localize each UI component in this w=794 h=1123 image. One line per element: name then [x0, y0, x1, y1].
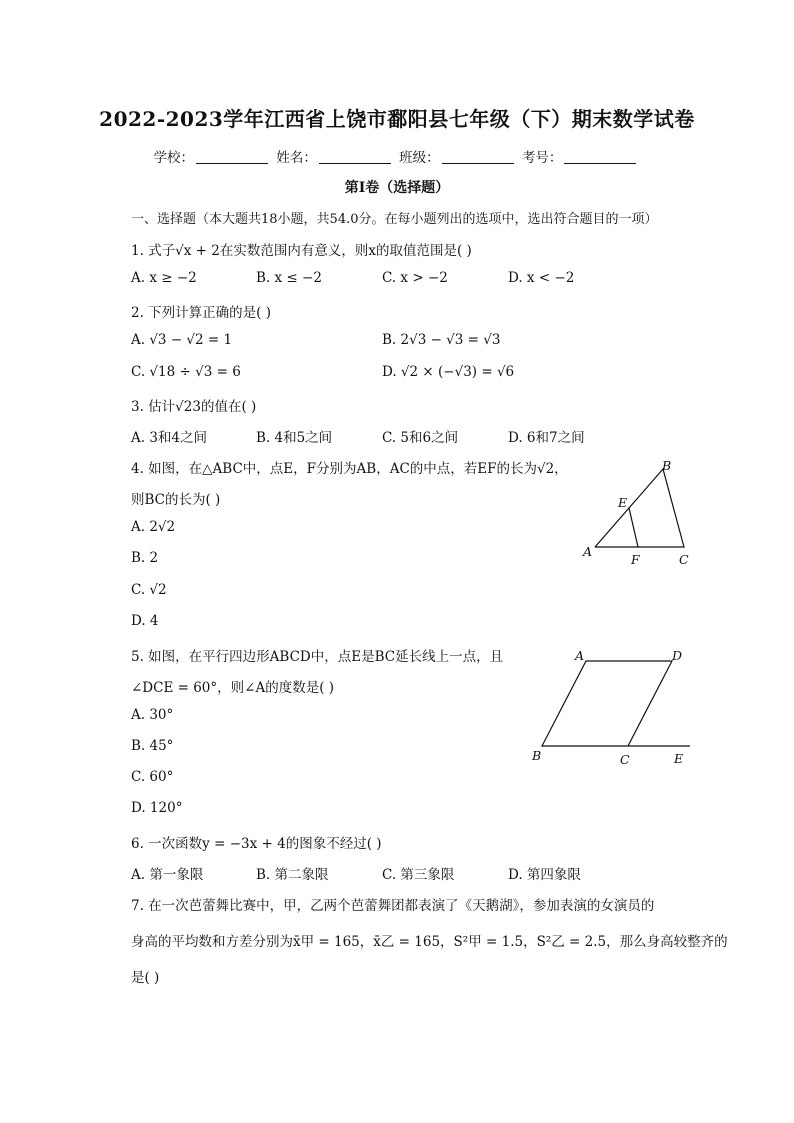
page-title: 2022-2023学年江西省上饶市鄱阳县七年级（下）期末数学试卷 [99, 107, 695, 131]
label-c: C [679, 552, 689, 567]
label-c: C [620, 752, 630, 767]
q1-option-c: C. x > −2 [382, 270, 448, 286]
label-d: D [672, 648, 683, 663]
question-5-stem-line2: ∠DCE = 60°，则∠A的度数是( ) [131, 680, 335, 696]
question-7-stem-line3: 是( ) [131, 970, 160, 986]
label-a: A [575, 648, 585, 663]
class-label: 班级： [399, 150, 440, 166]
parallelogram-abcd [542, 661, 672, 746]
question-1-stem: 1. 式子√x + 2在实数范围内有意义，则x的取值范围是( ) [131, 243, 472, 259]
question-3-stem: 3. 估计√23的值在( ) [131, 399, 257, 415]
exam-no-label: 考号： [521, 150, 563, 166]
q2-option-c: C. √18 ÷ √3 = 6 [131, 364, 241, 380]
q1-option-d: D. x < −2 [508, 270, 575, 286]
section-title: 一、选择题（本大题共18小题，共54.0分。在每小题列出的选项中，选出符合题目的一项） [131, 212, 658, 227]
question-4-stem: 4. 如图，在△ABC中，点E，F分别为AB，AC的中点，若EF的长为√2， [131, 461, 568, 477]
class-blank[interactable] [442, 150, 514, 164]
question-6-stem: 6. 一次函数y = −3x + 4的图象不经过( ) [131, 836, 382, 852]
label-b: B [532, 748, 542, 763]
q4-option-d: D. 4 [131, 613, 159, 629]
name-label: 姓名： [276, 150, 317, 166]
q2-option-d: D. √2 × (−√3) = √6 [382, 364, 515, 380]
school-blank[interactable] [196, 150, 268, 164]
q2-option-a: A. √3 − √2 = 1 [131, 332, 233, 348]
triangle-abc-figure [575, 455, 700, 575]
q6-option-d: D. 第四象限 [508, 867, 581, 883]
parallelogram-abcd-figure [525, 642, 700, 772]
question-7-stem-line2: 身高的平均数和方差分别为x̄甲 = 165，x̄乙 = 165，S²甲 = 1.5，S²乙 = 2.5，那么身高较整齐的 [131, 934, 728, 950]
q3-option-d: D. 6和7之间 [508, 430, 585, 446]
name-blank[interactable] [319, 150, 391, 164]
label-e: E [618, 495, 628, 510]
label-e: E [674, 751, 684, 766]
q5-option-a: A. 30° [131, 707, 174, 723]
exam-no-blank[interactable] [564, 150, 636, 164]
q3-option-c: C. 5和6之间 [382, 430, 459, 446]
q3-option-b: B. 4和5之间 [256, 430, 333, 446]
segment-ef [629, 508, 638, 547]
question-5-stem: 5. 如图，在平行四边形ABCD中，点E是BC延长线上一点，且 [131, 649, 504, 665]
q6-option-c: C. 第三象限 [382, 867, 455, 883]
question-4-stem-line2: 则BC的长为( ) [131, 492, 221, 508]
q4-option-c: C. √2 [131, 582, 167, 598]
school-label: 学校： [153, 150, 195, 166]
q5-option-d: D. 120° [131, 800, 183, 816]
q4-option-b: B. 2 [131, 550, 159, 566]
q4-option-a: A. 2√2 [131, 519, 176, 535]
q6-option-a: A. 第一象限 [131, 867, 204, 883]
q3-option-a: A. 3和4之间 [131, 430, 208, 446]
q5-option-c: C. 60° [131, 769, 174, 785]
label-f: F [631, 552, 640, 567]
part-title: 第I卷（选择题） [344, 180, 450, 196]
question-7-stem: 7. 在一次芭蕾舞比赛中，甲，乙两个芭蕾舞团都表演了《天鹅湖》，参加表演的女演员的 [131, 898, 655, 914]
q1-option-b: B. x ≤ −2 [256, 270, 322, 286]
q5-option-b: B. 45° [131, 738, 174, 754]
q1-option-a: A. x ≥ −2 [131, 270, 197, 286]
q6-option-b: B. 第二象限 [256, 867, 329, 883]
triangle-abc [595, 469, 684, 547]
question-2-stem: 2. 下列计算正确的是( ) [131, 305, 271, 321]
label-a: A [583, 544, 593, 559]
q2-option-b: B. 2√3 − √3 = √3 [382, 332, 501, 348]
label-b: B [662, 458, 672, 473]
student-info-fields [0, 146, 794, 166]
